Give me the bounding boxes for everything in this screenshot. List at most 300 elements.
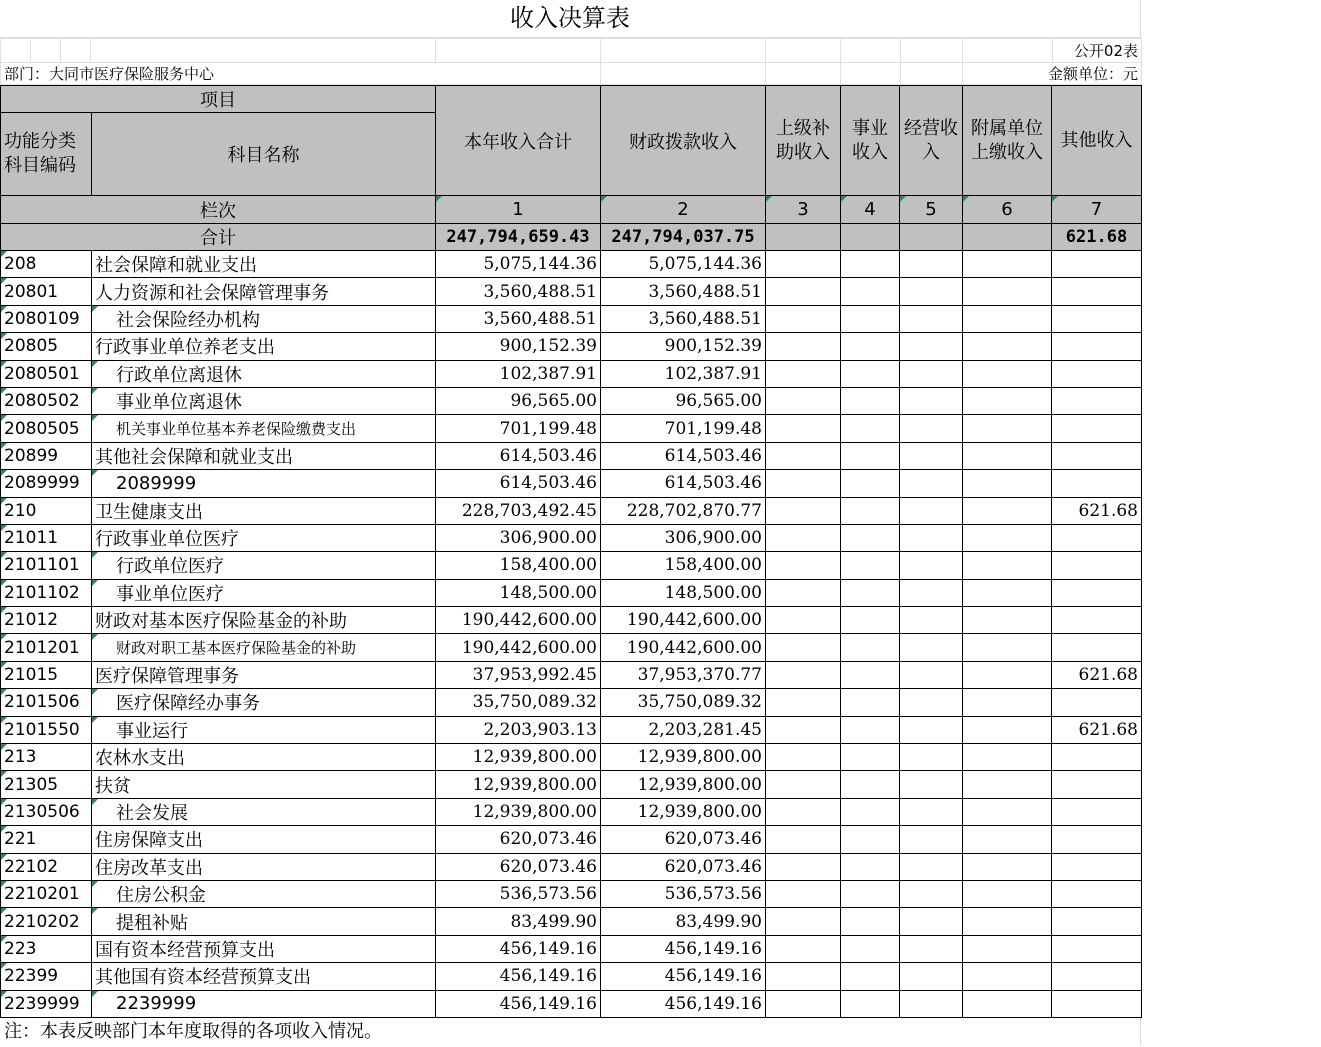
row-operating[interactable] xyxy=(900,360,963,387)
row-code: 221 xyxy=(1,826,92,853)
row-superior[interactable] xyxy=(766,935,841,962)
row-superior[interactable] xyxy=(766,908,841,935)
row-code: 2210201 xyxy=(1,880,92,907)
row-affiliate[interactable] xyxy=(963,305,1052,332)
row-business[interactable] xyxy=(841,880,900,907)
row-operating[interactable] xyxy=(900,305,963,332)
row-business[interactable] xyxy=(841,607,900,634)
row-total: 148,500.00 xyxy=(436,579,601,606)
row-name: 住房改革支出 xyxy=(92,853,436,880)
row-affiliate[interactable] xyxy=(963,826,1052,853)
row-business[interactable] xyxy=(841,360,900,387)
sum-total: 247,794,659.43 xyxy=(436,224,601,251)
table-row[interactable] xyxy=(1,963,1142,990)
row-superior[interactable] xyxy=(766,744,841,771)
row-total: 620,073.46 xyxy=(436,853,601,880)
row-total: 456,149.16 xyxy=(436,935,601,962)
row-other: 621.68 xyxy=(1052,497,1142,524)
row-other xyxy=(1052,524,1142,551)
header-affiliate: 附属单位上缴收入 xyxy=(963,86,1052,196)
row-business[interactable] xyxy=(841,251,900,278)
row-name: 社会保险经办机构 xyxy=(92,305,436,332)
table-row[interactable] xyxy=(1,908,1142,935)
row-operating[interactable] xyxy=(900,634,963,661)
row-code: 2080501 xyxy=(1,360,92,387)
row-operating[interactable] xyxy=(900,415,963,442)
row-name: 国有资本经营预算支出 xyxy=(92,935,436,962)
row-name: 农林水支出 xyxy=(92,744,436,771)
row-superior[interactable] xyxy=(766,552,841,579)
header-total: 本年收入合计 xyxy=(436,86,601,196)
row-total: 190,442,600.00 xyxy=(436,607,601,634)
row-total: 228,703,492.45 xyxy=(436,497,601,524)
row-name: 住房公积金 xyxy=(92,880,436,907)
form-number: 公开02表 xyxy=(1053,39,1142,63)
row-code: 2101506 xyxy=(1,689,92,716)
row-superior[interactable] xyxy=(766,716,841,743)
row-operating[interactable] xyxy=(900,442,963,469)
row-name: 2089999 xyxy=(92,470,436,497)
row-name: 卫生健康支出 xyxy=(92,497,436,524)
row-fiscal: 37,953,370.77 xyxy=(601,661,766,688)
table-row[interactable] xyxy=(1,826,1142,853)
row-operating[interactable] xyxy=(900,607,963,634)
table-row[interactable] xyxy=(1,771,1142,798)
row-name: 行政单位离退休 xyxy=(92,360,436,387)
row-other xyxy=(1052,935,1142,962)
row-name: 扶贫 xyxy=(92,771,436,798)
row-fiscal: 35,750,089.32 xyxy=(601,689,766,716)
row-fiscal: 12,939,800.00 xyxy=(601,771,766,798)
table-row[interactable] xyxy=(1,333,1142,360)
row-other xyxy=(1052,251,1142,278)
table-row[interactable] xyxy=(1,552,1142,579)
row-name: 其他社会保障和就业支出 xyxy=(92,442,436,469)
row-affiliate[interactable] xyxy=(963,579,1052,606)
row-other: 621.68 xyxy=(1052,661,1142,688)
table-row[interactable] xyxy=(1,634,1142,661)
row-affiliate[interactable] xyxy=(963,990,1052,1017)
table-row[interactable] xyxy=(1,744,1142,771)
column-number: 5 xyxy=(900,196,963,224)
row-affiliate[interactable] xyxy=(963,442,1052,469)
row-other xyxy=(1052,470,1142,497)
row-affiliate[interactable] xyxy=(963,689,1052,716)
row-operating[interactable] xyxy=(900,552,963,579)
row-name: 社会保障和就业支出 xyxy=(92,251,436,278)
row-name: 行政事业单位养老支出 xyxy=(92,333,436,360)
row-superior[interactable] xyxy=(766,798,841,825)
row-affiliate[interactable] xyxy=(963,853,1052,880)
row-other xyxy=(1052,278,1142,305)
table-row[interactable] xyxy=(1,415,1142,442)
row-code: 22399 xyxy=(1,963,92,990)
row-total: 3,560,488.51 xyxy=(436,278,601,305)
row-business[interactable] xyxy=(841,497,900,524)
header-code: 功能分类科目编码 xyxy=(1,113,92,196)
table-row[interactable] xyxy=(1,470,1142,497)
row-business[interactable] xyxy=(841,908,900,935)
column-number: 6 xyxy=(963,196,1052,224)
row-business[interactable] xyxy=(841,579,900,606)
row-code: 2080109 xyxy=(1,305,92,332)
table-row[interactable] xyxy=(1,579,1142,606)
row-business[interactable] xyxy=(841,963,900,990)
row-name: 财政对基本医疗保险基金的补助 xyxy=(92,607,436,634)
row-code: 213 xyxy=(1,744,92,771)
row-business[interactable] xyxy=(841,798,900,825)
row-fiscal: 228,702,870.77 xyxy=(601,497,766,524)
row-other xyxy=(1052,579,1142,606)
column-number: 3 xyxy=(766,196,841,224)
row-business[interactable] xyxy=(841,689,900,716)
row-business[interactable] xyxy=(841,305,900,332)
row-total: 158,400.00 xyxy=(436,552,601,579)
row-name: 2239999 xyxy=(92,990,436,1017)
row-fiscal: 96,565.00 xyxy=(601,387,766,414)
row-name: 住房保障支出 xyxy=(92,826,436,853)
row-other xyxy=(1052,607,1142,634)
income-rows xyxy=(1,251,1142,1018)
row-total: 900,152.39 xyxy=(436,333,601,360)
row-name: 医疗保障管理事务 xyxy=(92,661,436,688)
row-business[interactable] xyxy=(841,333,900,360)
row-code: 20899 xyxy=(1,442,92,469)
table-row[interactable] xyxy=(1,880,1142,907)
row-operating[interactable] xyxy=(900,990,963,1017)
row-name: 社会发展 xyxy=(92,798,436,825)
row-fiscal: 614,503.46 xyxy=(601,442,766,469)
row-other xyxy=(1052,442,1142,469)
row-affiliate[interactable] xyxy=(963,908,1052,935)
row-affiliate[interactable] xyxy=(963,607,1052,634)
row-total: 12,939,800.00 xyxy=(436,744,601,771)
row-affiliate[interactable] xyxy=(963,524,1052,551)
row-affiliate[interactable] xyxy=(963,278,1052,305)
amount-unit-label: 金额单位：元 xyxy=(963,63,1142,85)
row-business[interactable] xyxy=(841,716,900,743)
row-name: 事业单位医疗 xyxy=(92,579,436,606)
column-number: 4 xyxy=(841,196,900,224)
row-affiliate[interactable] xyxy=(963,360,1052,387)
row-other xyxy=(1052,634,1142,661)
table-row[interactable] xyxy=(1,360,1142,387)
row-total: 12,939,800.00 xyxy=(436,798,601,825)
row-other xyxy=(1052,990,1142,1017)
row-fiscal: 2,203,281.45 xyxy=(601,716,766,743)
row-other xyxy=(1052,798,1142,825)
row-total: 190,442,600.00 xyxy=(436,634,601,661)
row-code: 2101201 xyxy=(1,634,92,661)
row-superior[interactable] xyxy=(766,442,841,469)
table-row[interactable] xyxy=(1,798,1142,825)
row-business[interactable] xyxy=(841,634,900,661)
row-fiscal: 190,442,600.00 xyxy=(601,607,766,634)
row-code: 2210202 xyxy=(1,908,92,935)
row-business[interactable] xyxy=(841,853,900,880)
row-superior[interactable] xyxy=(766,607,841,634)
department-label: 部门：大同市医疗保险服务中心 xyxy=(1,63,601,85)
row-superior[interactable] xyxy=(766,415,841,442)
column-number: 1 xyxy=(436,196,601,224)
row-operating[interactable] xyxy=(900,963,963,990)
table-row[interactable] xyxy=(1,607,1142,634)
row-superior[interactable] xyxy=(766,579,841,606)
header-operating: 经营收入 xyxy=(900,86,963,196)
row-other xyxy=(1052,415,1142,442)
row-superior[interactable] xyxy=(766,826,841,853)
row-code: 21305 xyxy=(1,771,92,798)
row-name: 其他国有资本经营预算支出 xyxy=(92,963,436,990)
row-total: 83,499.90 xyxy=(436,908,601,935)
row-code: 2089999 xyxy=(1,470,92,497)
row-operating[interactable] xyxy=(900,826,963,853)
row-name: 提租补贴 xyxy=(92,908,436,935)
table-row[interactable] xyxy=(1,305,1142,332)
row-operating[interactable] xyxy=(900,278,963,305)
row-affiliate[interactable] xyxy=(963,771,1052,798)
header-fiscal: 财政拨款收入 xyxy=(601,86,766,196)
row-operating[interactable] xyxy=(900,935,963,962)
row-fiscal: 614,503.46 xyxy=(601,470,766,497)
row-fiscal: 12,939,800.00 xyxy=(601,744,766,771)
header-other: 其他收入 xyxy=(1052,86,1142,196)
row-fiscal: 83,499.90 xyxy=(601,908,766,935)
row-affiliate[interactable] xyxy=(963,470,1052,497)
table-row[interactable] xyxy=(1,990,1142,1017)
row-affiliate[interactable] xyxy=(963,716,1052,743)
row-superior[interactable] xyxy=(766,524,841,551)
row-business[interactable] xyxy=(841,524,900,551)
row-superior[interactable] xyxy=(766,634,841,661)
row-other xyxy=(1052,908,1142,935)
row-total: 614,503.46 xyxy=(436,442,601,469)
row-fiscal: 536,573.56 xyxy=(601,880,766,907)
row-total: 12,939,800.00 xyxy=(436,771,601,798)
row-superior[interactable] xyxy=(766,990,841,1017)
row-affiliate[interactable] xyxy=(963,251,1052,278)
table-row[interactable] xyxy=(1,935,1142,962)
column-number: 7 xyxy=(1052,196,1142,224)
row-total: 102,387.91 xyxy=(436,360,601,387)
table-row[interactable] xyxy=(1,497,1142,524)
row-affiliate[interactable] xyxy=(963,963,1052,990)
row-affiliate[interactable] xyxy=(963,333,1052,360)
meta-table xyxy=(0,38,1142,85)
row-affiliate[interactable] xyxy=(963,661,1052,688)
row-business[interactable] xyxy=(841,470,900,497)
row-business[interactable] xyxy=(841,442,900,469)
row-business[interactable] xyxy=(841,935,900,962)
sum-fiscal: 247,794,037.75 xyxy=(601,224,766,251)
row-other xyxy=(1052,387,1142,414)
row-code: 22102 xyxy=(1,853,92,880)
row-operating[interactable] xyxy=(900,333,963,360)
row-other xyxy=(1052,771,1142,798)
row-operating[interactable] xyxy=(900,497,963,524)
row-superior[interactable] xyxy=(766,470,841,497)
row-code: 223 xyxy=(1,935,92,962)
row-total: 536,573.56 xyxy=(436,880,601,907)
row-operating[interactable] xyxy=(900,716,963,743)
row-fiscal: 5,075,144.36 xyxy=(601,251,766,278)
row-code: 2101101 xyxy=(1,552,92,579)
column-number: 2 xyxy=(601,196,766,224)
table-note: 注：本表反映部门本年度取得的各项收入情况。 xyxy=(0,1018,1141,1045)
row-fiscal: 3,560,488.51 xyxy=(601,305,766,332)
row-superior[interactable] xyxy=(766,771,841,798)
row-affiliate[interactable] xyxy=(963,387,1052,414)
row-code: 2080505 xyxy=(1,415,92,442)
row-superior[interactable] xyxy=(766,333,841,360)
row-affiliate[interactable] xyxy=(963,935,1052,962)
row-superior[interactable] xyxy=(766,305,841,332)
table-row[interactable] xyxy=(1,387,1142,414)
row-affiliate[interactable] xyxy=(963,744,1052,771)
row-business[interactable] xyxy=(841,552,900,579)
row-affiliate[interactable] xyxy=(963,880,1052,907)
row-total: 701,199.48 xyxy=(436,415,601,442)
row-total: 5,075,144.36 xyxy=(436,251,601,278)
row-code: 2080502 xyxy=(1,387,92,414)
row-code: 2239999 xyxy=(1,990,92,1017)
row-operating[interactable] xyxy=(900,689,963,716)
header-superior: 上级补助收入 xyxy=(766,86,841,196)
row-other xyxy=(1052,853,1142,880)
row-superior[interactable] xyxy=(766,689,841,716)
row-total: 614,503.46 xyxy=(436,470,601,497)
row-name: 财政对职工基本医疗保险基金的补助 xyxy=(92,634,436,661)
row-fiscal: 456,149.16 xyxy=(601,935,766,962)
header-business: 事业收入 xyxy=(841,86,900,196)
row-superior[interactable] xyxy=(766,278,841,305)
row-operating[interactable] xyxy=(900,908,963,935)
row-code: 21012 xyxy=(1,607,92,634)
row-code: 2101550 xyxy=(1,716,92,743)
row-code: 208 xyxy=(1,251,92,278)
row-other xyxy=(1052,305,1142,332)
row-operating[interactable] xyxy=(900,387,963,414)
row-total: 620,073.46 xyxy=(436,826,601,853)
row-other xyxy=(1052,333,1142,360)
row-fiscal: 158,400.00 xyxy=(601,552,766,579)
sum-other: 621.68 xyxy=(1052,224,1142,251)
row-fiscal: 701,199.48 xyxy=(601,415,766,442)
row-operating[interactable] xyxy=(900,880,963,907)
table-row[interactable] xyxy=(1,251,1142,278)
row-code: 21015 xyxy=(1,661,92,688)
row-superior[interactable] xyxy=(766,853,841,880)
row-name: 机关事业单位基本养老保险缴费支出 xyxy=(92,415,436,442)
row-code: 210 xyxy=(1,497,92,524)
row-superior[interactable] xyxy=(766,360,841,387)
table-row[interactable] xyxy=(1,689,1142,716)
row-operating[interactable] xyxy=(900,251,963,278)
table-row[interactable] xyxy=(1,524,1142,551)
row-other xyxy=(1052,689,1142,716)
row-fiscal: 12,939,800.00 xyxy=(601,798,766,825)
row-total: 96,565.00 xyxy=(436,387,601,414)
row-code: 20805 xyxy=(1,333,92,360)
row-fiscal: 456,149.16 xyxy=(601,990,766,1017)
sum-label: 合计 xyxy=(1,224,436,251)
row-affiliate[interactable] xyxy=(963,415,1052,442)
row-business[interactable] xyxy=(841,415,900,442)
row-operating[interactable] xyxy=(900,579,963,606)
row-operating[interactable] xyxy=(900,524,963,551)
row-name: 行政单位医疗 xyxy=(92,552,436,579)
row-business[interactable] xyxy=(841,278,900,305)
row-business[interactable] xyxy=(841,744,900,771)
row-fiscal: 102,387.91 xyxy=(601,360,766,387)
table-row[interactable] xyxy=(1,853,1142,880)
row-fiscal: 620,073.46 xyxy=(601,826,766,853)
row-business[interactable] xyxy=(841,990,900,1017)
row-total: 306,900.00 xyxy=(436,524,601,551)
table-row[interactable] xyxy=(1,442,1142,469)
row-other xyxy=(1052,880,1142,907)
row-code: 21011 xyxy=(1,524,92,551)
row-affiliate[interactable] xyxy=(963,497,1052,524)
row-superior[interactable] xyxy=(766,387,841,414)
row-business[interactable] xyxy=(841,387,900,414)
row-fiscal: 3,560,488.51 xyxy=(601,278,766,305)
header-column-label: 栏次 xyxy=(1,196,436,224)
row-superior[interactable] xyxy=(766,251,841,278)
row-total: 2,203,903.13 xyxy=(436,716,601,743)
row-other xyxy=(1052,744,1142,771)
row-operating[interactable] xyxy=(900,470,963,497)
row-superior[interactable] xyxy=(766,497,841,524)
row-code: 2130506 xyxy=(1,798,92,825)
row-operating[interactable] xyxy=(900,744,963,771)
row-total: 456,149.16 xyxy=(436,990,601,1017)
row-other xyxy=(1052,552,1142,579)
row-operating[interactable] xyxy=(900,771,963,798)
table-row[interactable] xyxy=(1,716,1142,743)
table-row[interactable] xyxy=(1,278,1142,305)
row-affiliate[interactable] xyxy=(963,798,1052,825)
row-superior[interactable] xyxy=(766,661,841,688)
row-business[interactable] xyxy=(841,661,900,688)
row-fiscal: 148,500.00 xyxy=(601,579,766,606)
row-superior[interactable] xyxy=(766,880,841,907)
header-item: 项目 xyxy=(1,86,436,113)
row-name: 行政事业单位医疗 xyxy=(92,524,436,551)
row-operating[interactable] xyxy=(900,661,963,688)
table-row[interactable] xyxy=(1,661,1142,688)
row-name: 事业单位离退休 xyxy=(92,387,436,414)
row-name: 医疗保障经办事务 xyxy=(92,689,436,716)
row-other: 621.68 xyxy=(1052,716,1142,743)
row-operating[interactable] xyxy=(900,853,963,880)
row-business[interactable] xyxy=(841,826,900,853)
row-business[interactable] xyxy=(841,771,900,798)
row-operating[interactable] xyxy=(900,798,963,825)
income-table xyxy=(0,85,1142,1018)
row-other xyxy=(1052,963,1142,990)
row-total: 35,750,089.32 xyxy=(436,689,601,716)
row-superior[interactable] xyxy=(766,963,841,990)
row-total: 37,953,992.45 xyxy=(436,661,601,688)
row-affiliate[interactable] xyxy=(963,552,1052,579)
row-affiliate[interactable] xyxy=(963,634,1052,661)
row-total: 3,560,488.51 xyxy=(436,305,601,332)
row-total: 456,149.16 xyxy=(436,963,601,990)
row-other xyxy=(1052,826,1142,853)
row-fiscal: 306,900.00 xyxy=(601,524,766,551)
row-fiscal: 456,149.16 xyxy=(601,963,766,990)
